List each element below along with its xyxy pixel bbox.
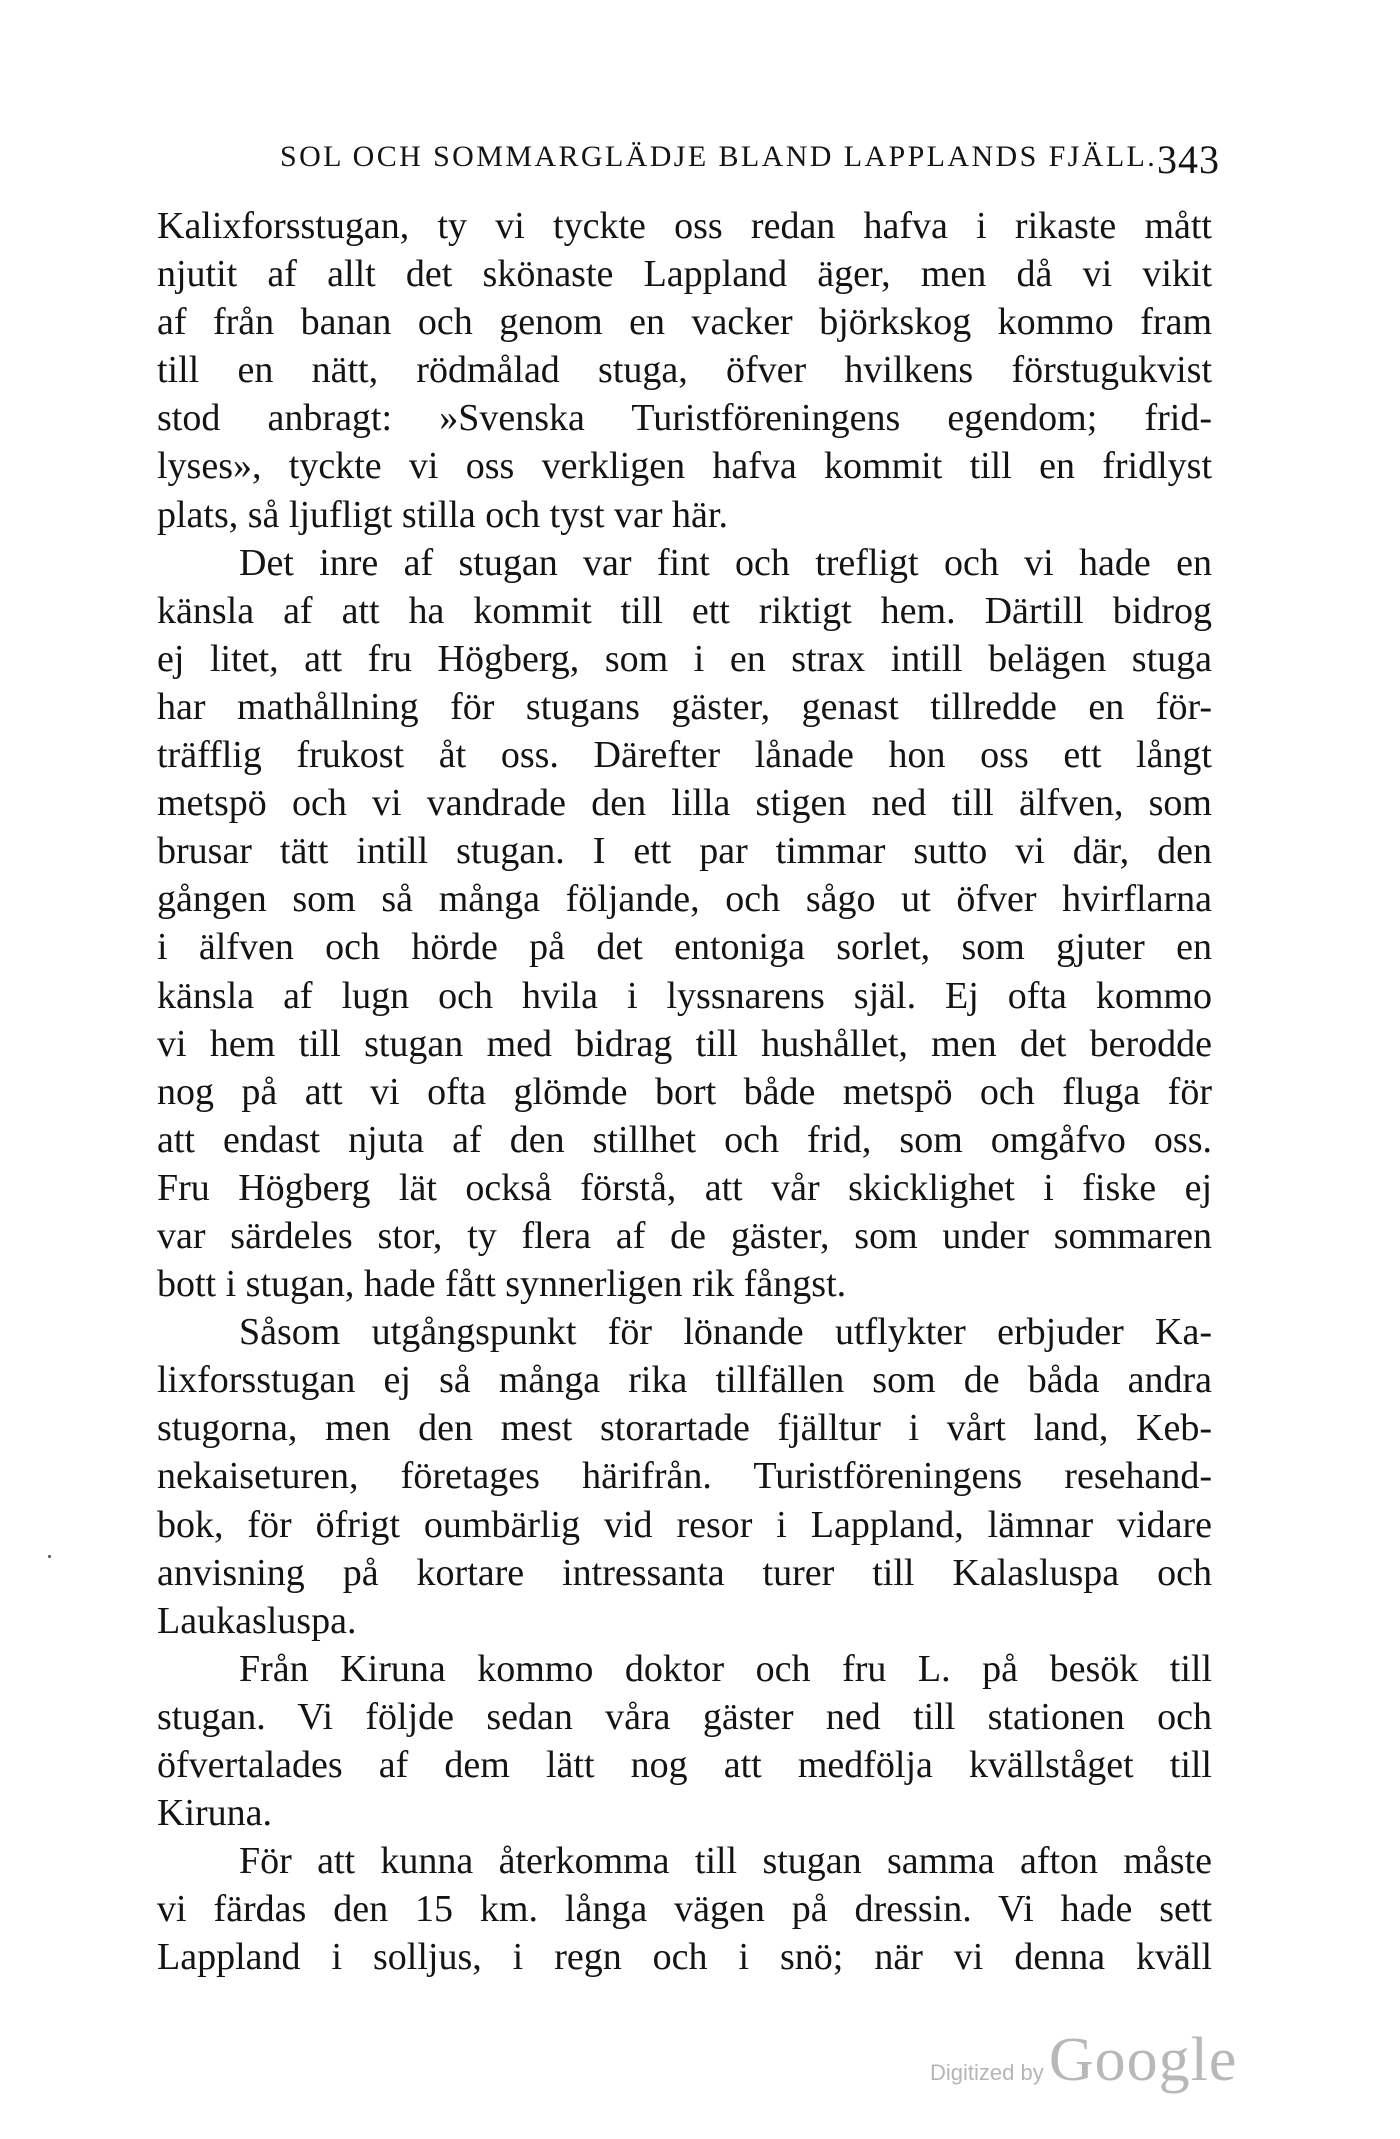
text-line: plats, så ljufligt stilla och tyst var här.	[157, 493, 728, 536]
body-text	[157, 202, 1212, 1981]
text-line: känsla af lugn och hvila i lyssnarens själ. Ej ofta kommo	[157, 974, 1212, 1017]
text-line: stugan. Vi följde sedan våra gäster ned till stationen och	[157, 1695, 1212, 1738]
text-line: ej litet, att fru Högberg, som i en strax intill belägen stuga	[157, 637, 1212, 680]
page-number: 343	[1157, 137, 1220, 182]
text-line: njutit af allt det skönaste Lappland äger, men då vi vikit	[157, 253, 1212, 296]
text-line: var särdeles stor, ty flera af de gäster, som under sommaren	[157, 1214, 1212, 1257]
text-line: Kiruna.	[157, 1792, 273, 1835]
text-line: vi hem till stugan med bidrag till hushållet, men det berodde	[157, 1022, 1212, 1065]
text-line: brusar tätt intill stugan. I ett par timmar sutto vi där, den	[157, 830, 1212, 873]
text-line: Det inre af stugan var fint och trefligt och vi hade en	[239, 541, 1212, 584]
text-line: anvisning på kortare intressanta turer till Kalasluspa och	[157, 1551, 1212, 1594]
text-line: nog på att vi ofta glömde bort både metspö och fluga för	[157, 1070, 1212, 1113]
text-line: af från banan och genom en vacker björkskog kommo fram	[157, 301, 1212, 344]
text-line: Såsom utgångspunkt för lönande utflykter erbjuder Ka-	[239, 1311, 1212, 1354]
text-line: lyses», tyckte vi oss verkligen hafva kommit till en fridlyst	[157, 445, 1212, 488]
scan-speck	[48, 1555, 51, 1558]
text-line: till en nätt, rödmålad stuga, öfver hvilkens förstugukvist	[157, 349, 1212, 392]
text-line: stod anbragt: »Svenska Turistföreningens egendom; frid-	[157, 397, 1212, 440]
text-line: vi färdas den 15 km. långa vägen på dressin. Vi hade sett	[157, 1888, 1212, 1931]
text-line: För att kunna återkomma till stugan samma afton måste	[239, 1840, 1212, 1883]
text-line: att endast njuta af den stillhet och frid, som omgåfvo oss.	[157, 1118, 1212, 1161]
text-line: har mathållning för stugans gäster, genast tillredde en för-	[157, 685, 1212, 728]
text-line: metspö och vi vandrade den lilla stigen ned till älfven, som	[157, 782, 1212, 825]
running-header	[280, 128, 1230, 188]
text-line: öfvertalades af dem lätt nog att medfölja kvällståget till	[157, 1744, 1212, 1786]
text-line: Från Kiruna kommo doktor och fru L. på besök till	[239, 1647, 1212, 1690]
text-line: stugorna, men den mest storartade fjälltur i vårt land, Keb-	[157, 1407, 1212, 1450]
text-line: lixforsstugan ej så många rika tillfällen som de båda andra	[157, 1359, 1212, 1402]
text-line: Kalixforsstugan, ty vi tyckte oss redan hafva i rikaste mått	[157, 205, 1212, 247]
text-line: Lappland i solljus, i regn och i snö; när vi denna kväll	[157, 1936, 1212, 1979]
text-line: gången som så många följande, och sågo ut öfver hvirflarna	[157, 878, 1212, 921]
text-line: bott i stugan, hade fått synnerligen rik fångst.	[157, 1263, 847, 1306]
watermark-prefix: Digitized by	[930, 2060, 1044, 2085]
text-line: bok, för öfrigt oumbärlig vid resor i Lappland, lämnar vidare	[157, 1503, 1212, 1546]
text-line: träfflig frukost åt oss. Därefter lånade hon oss ett långt	[157, 734, 1212, 777]
text-line: känsla af att ha kommit till ett riktigt hem. Därtill bidrog	[157, 589, 1212, 632]
watermark-brand: Google	[1048, 2026, 1238, 2094]
text-line: Fru Högberg lät också förstå, att vår skicklighet i fiske ej	[157, 1166, 1212, 1209]
running-title: SOL OCH SOMMARGLÄDJE BLAND LAPPLANDS FJÄLL.	[280, 140, 1158, 173]
digitized-watermark	[930, 2025, 1237, 2096]
text-line: nekaiseturen, företages härifrån. Turistföreningens resehand-	[157, 1455, 1212, 1498]
text-line: i älfven och hörde på det entoniga sorlet, som gjuter en	[157, 926, 1212, 969]
text-line: Laukasluspa.	[157, 1599, 357, 1642]
